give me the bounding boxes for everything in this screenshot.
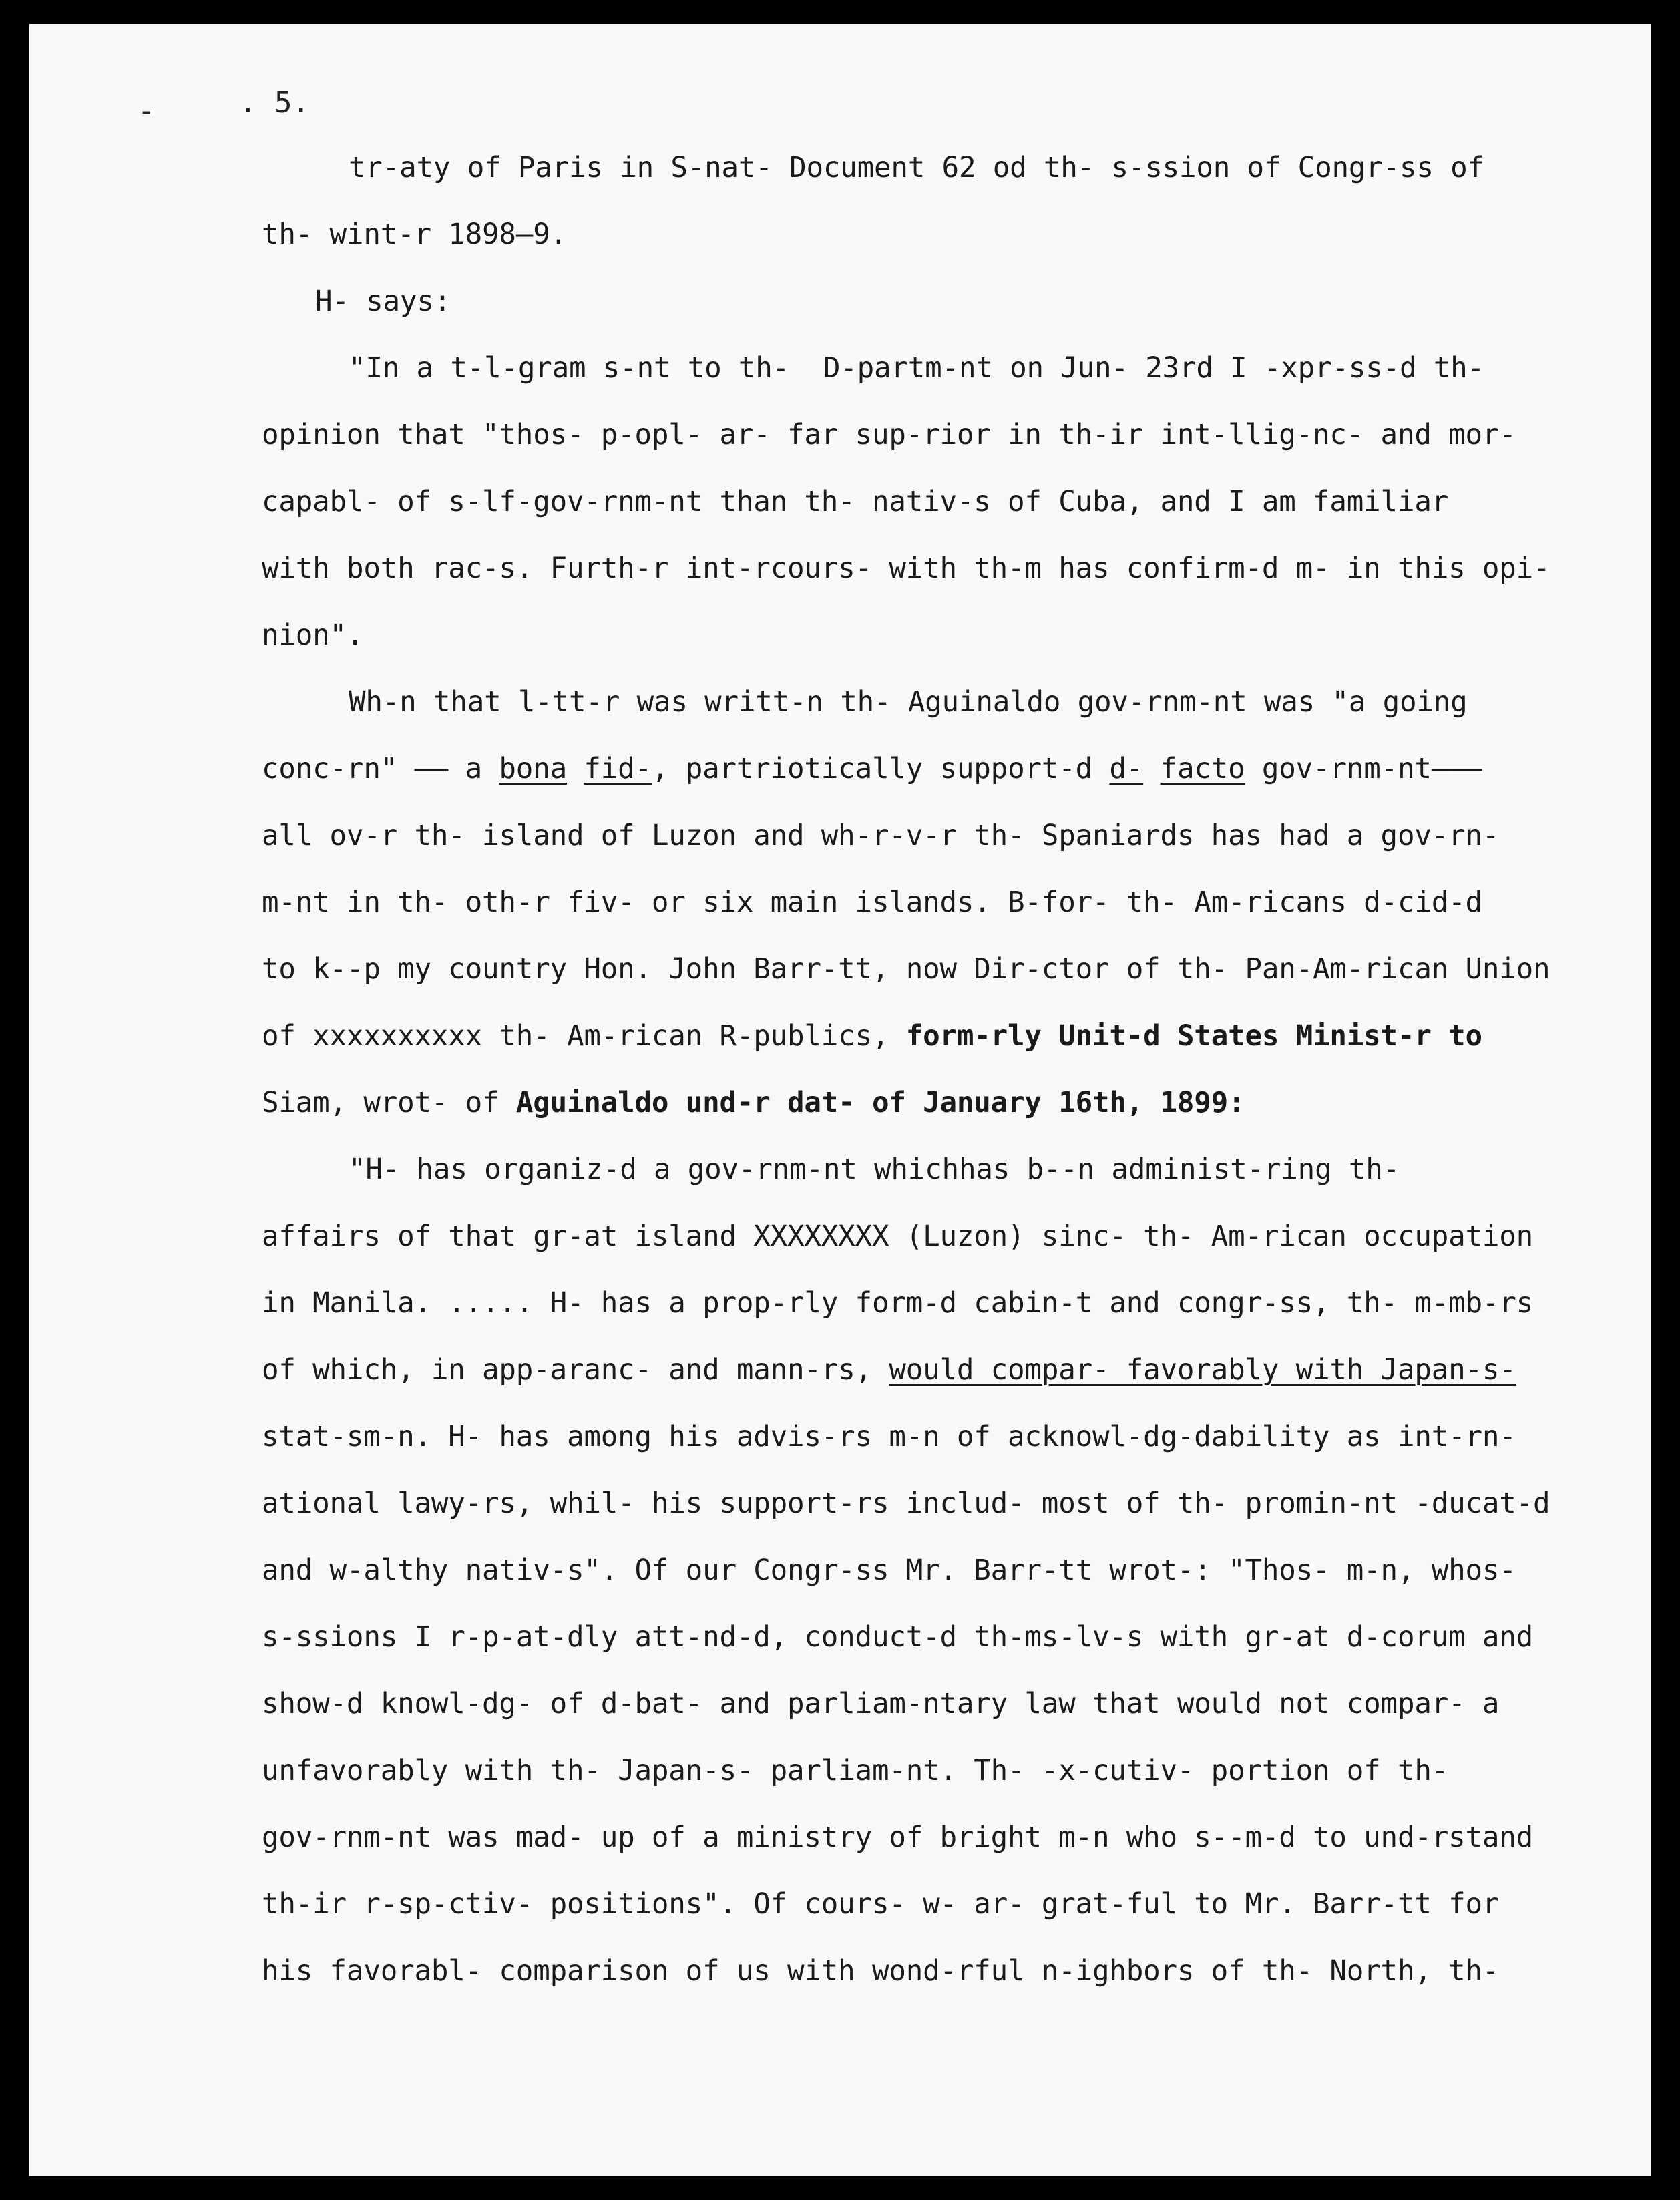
text-segment: of xxxxxxxxxx th‐ Am‐rican R‐publics,: [262, 1020, 906, 1053]
text-line: [262, 415, 1516, 455]
text-line: [262, 1083, 1245, 1123]
text-segment: "In a t‐l‐gram s‐nt to th‐ D‐partm‐nt on Jun‐ 23rd I ‐xpr‐ss‐d th‐: [349, 352, 1484, 385]
text-line: [262, 482, 1448, 522]
text-segment: Siam, wrot‐ of: [262, 1087, 516, 1119]
text-line: [262, 1017, 1482, 1057]
text-line: [315, 282, 451, 322]
text-line: [262, 816, 1499, 856]
dash-mark: -: [138, 94, 156, 128]
text-line: [262, 616, 363, 656]
text-segment: gov‐rnm‐nt was mad‐ up of a ministry of bright m‐n who s‐‐m‐d to und‐rstand: [262, 1821, 1534, 1854]
text-segment: [567, 753, 584, 785]
text-line: [262, 1885, 1499, 1925]
text-segment: opinion that "thos‐ p‐opl‐ ar‐ far sup‐rior in th‐ir int‐llig‐nc‐ and mor‐: [262, 419, 1516, 451]
text-segment: to k‐‐p my country Hon. John Barr‐tt, now Dir‐ctor of th‐ Pan‐Am‐rican Union: [262, 953, 1550, 986]
text-segment: ational lawy‐rs, whil‐ his support‐rs includ‐ most of th‐ promin‐nt ‐ducat‐d: [262, 1487, 1550, 1520]
underlined-text: d‐: [1109, 753, 1144, 785]
text-line: [349, 1150, 1400, 1190]
text-line: [262, 1551, 1516, 1591]
text-line: [262, 549, 1550, 589]
text-line: [349, 349, 1484, 389]
text-line: [262, 1217, 1533, 1257]
text-line: [262, 883, 1482, 923]
text-line: [262, 1417, 1516, 1457]
text-segment: tr‐aty of Paris in S‐nat‐ Document 62 od th‐ s‐ssion of Congr‐ss of: [349, 152, 1484, 184]
text-line: [262, 215, 567, 255]
text-segment: all ov‐r th‐ island of Luzon and wh‐r‐v‐r th‐ Spaniards has had a gov‐rn‐: [262, 819, 1500, 852]
underlined-text: bona: [499, 753, 567, 785]
text-line: [262, 950, 1550, 990]
text-line: [262, 1952, 1499, 1992]
underlined-text: would compar‐ favorably with Japan‐s‐: [889, 1354, 1516, 1387]
text-line: [262, 1684, 1499, 1724]
underlined-text: facto: [1160, 753, 1245, 785]
text-line: [349, 683, 1468, 723]
text-line: [262, 1751, 1448, 1791]
text-segment: conc‐rn" —— a: [262, 753, 499, 785]
text-segment: Wh‐n that l‐tt‐r was writt‐n th‐ Aguinaldo gov‐rnm‐nt was "a going: [349, 686, 1468, 719]
text-segment: gov‐rnm‐nt———: [1245, 753, 1482, 785]
text-segment: his favorabl‐ comparison of us with wond‐rful n‐ighbors of th‐ North, th‐: [262, 1955, 1500, 1988]
text-segment: affairs of that gr‐at island XXXXXXXX (Luzon) sinc‐ th‐ Am‐rican occupation: [262, 1220, 1534, 1253]
text-segment: and w‐althy nativ‐s". Of our Congr‐ss Mr. Barr‐tt wrot‐: "Thos‐ m‐n, whos‐: [262, 1554, 1516, 1587]
text-segment: stat‐sm‐n. H‐ has among his advis‐rs m‐n of acknowl‐dg‐dability as int‐rn‐: [262, 1421, 1516, 1453]
page-number: . 5.: [239, 85, 310, 120]
text-segment: , partriotically support‐d: [651, 753, 1110, 785]
text-segment: of which, in app‐aranc‐ and mann‐rs,: [262, 1354, 889, 1387]
text-segment: "H‐ has organiz‐d a gov‐rnm‐nt whichhas b‐‐n administ‐ring th‐: [349, 1153, 1400, 1186]
text-line: [262, 749, 1482, 789]
bold-text: form‐rly Unit‐d States Minist‐r to: [905, 1020, 1482, 1053]
text-segment: th‐ir r‐sp‐ctiv‐ positions". Of cours‐ w‐ ar‐ grat‐ful to Mr. Barr‐tt for: [262, 1888, 1500, 1921]
text-line: [262, 1484, 1550, 1524]
text-segment: nion".: [262, 619, 364, 652]
text-segment: th‐ wint‐r 1898–9.: [262, 218, 567, 251]
text-line: [262, 1818, 1533, 1858]
text-segment: s‐ssions I r‐p‐at‐dly att‐nd‐d, conduct‐d th‐ms‐lv‐s with gr‐at d‐corum and: [262, 1621, 1534, 1654]
text-line: [262, 1284, 1533, 1324]
underlined-text: fid‐: [584, 753, 652, 785]
text-segment: in Manila. ..... H‐ has a prop‐rly form‐d cabin‐t and congr‐ss, th‐ m‐mb‐rs: [262, 1287, 1534, 1320]
text-segment: show‐d knowl‐dg‐ of d‐bat‐ and parliam‐ntary law that would not compar‐ a: [262, 1688, 1500, 1720]
bold-text: Aguinaldo und‐r dat‐ of January 16th, 1899:: [515, 1087, 1245, 1119]
text-segment: unfavorably with th‐ Japan‐s‐ parliam‐nt. Th‐ ‐x‐cutiv‐ portion of th‐: [262, 1755, 1449, 1787]
text-segment: [1143, 753, 1160, 785]
text-segment: capabl‐ of s‐lf‐gov‐rnm‐nt than th‐ nativ‐s of Cuba, and I am familiar: [262, 486, 1449, 518]
text-segment: H‐ says:: [315, 285, 451, 318]
text-line: [349, 148, 1484, 188]
text-line: [262, 1350, 1516, 1391]
text-segment: m‐nt in th‐ oth‐r fiv‐ or six main islands. B‐for‐ th‐ Am‐ricans d‐cid‐d: [262, 886, 1482, 919]
text-segment: with both rac‐s. Furth‐r int‐rcours‐ with th‐m has confirm‐d m‐ in this opi‐: [262, 552, 1550, 585]
text-line: [262, 1618, 1533, 1658]
